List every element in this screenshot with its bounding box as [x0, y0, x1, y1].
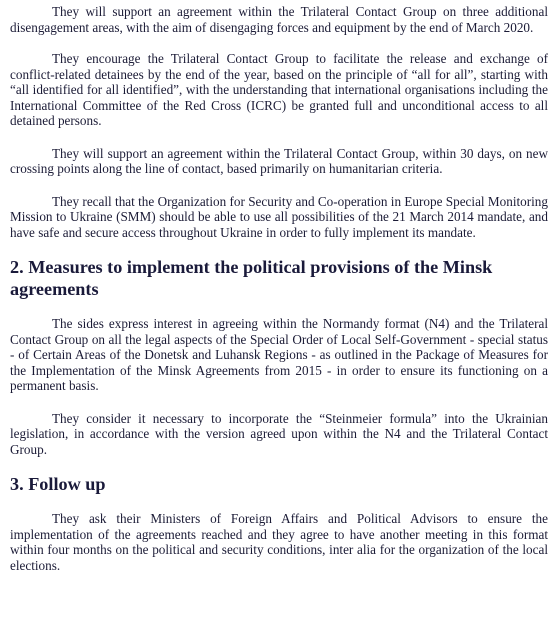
section-3-heading: 3. Follow up	[10, 474, 106, 494]
paragraph-detainees: They encourage the Trilateral Contact Group to facilitate the release and exchange of conflict-related detainees by the end of the year, based on the principle of “all for all”, starting with “all identified for all identified”, with the understanding that international organisations including the International Committee of the Red Cross (ICRC) be granted full and unconditional access to all detained persons.	[10, 51, 548, 128]
paragraph-smm: They recall that the Organization for Security and Co-operation in Europe Special Monitoring Mission to Ukraine (SMM) should be able to use all possibilities of the 21 March 2014 mandate, and have safe and secure access throughout Ukraine in order to fully implement its mandate.	[10, 193, 548, 240]
paragraph-crossing-points: They will support an agreement within the Trilateral Contact Group, within 30 days, on new crossing points along the line of contact, based primarily on humanitarian criteria.	[10, 145, 548, 176]
paragraph-steinmeier: They consider it necessary to incorporate the “Steinmeier formula” into the Ukrainian legislation, in accordance with the version agreed upon within the N4 and the Trilateral Contact Group.	[10, 410, 548, 457]
section-2-heading: 2. Measures to implement the political provisions of the Minsk agreements	[10, 257, 493, 299]
paragraph-follow-up: They ask their Ministers of Foreign Affairs and Political Advisors to ensure the implementation of the agreements reached and they agree to have another meeting in this format within four months on the political and security conditions, inter alia for the organization of the local elections.	[10, 511, 548, 573]
document-body	[10, 0, 548, 573]
paragraph-special-status: The sides express interest in agreeing within the Normandy format (N4) and the Trilateral Contact Group on all the legal aspects of the Special Order of Local Self-Government - special status - of Certain Areas of the Donetsk and Luhansk Regions - as outlined in the Package of Measures for the Implementation of the Minsk Agreements from 2015 - in order to ensure its functioning on a permanent basis.	[10, 316, 548, 393]
paragraph-disengagement: They will support an agreement within the Trilateral Contact Group on three additional disengagement areas, with the aim of disengaging forces and equipment by the end of March 2020.	[10, 4, 548, 35]
